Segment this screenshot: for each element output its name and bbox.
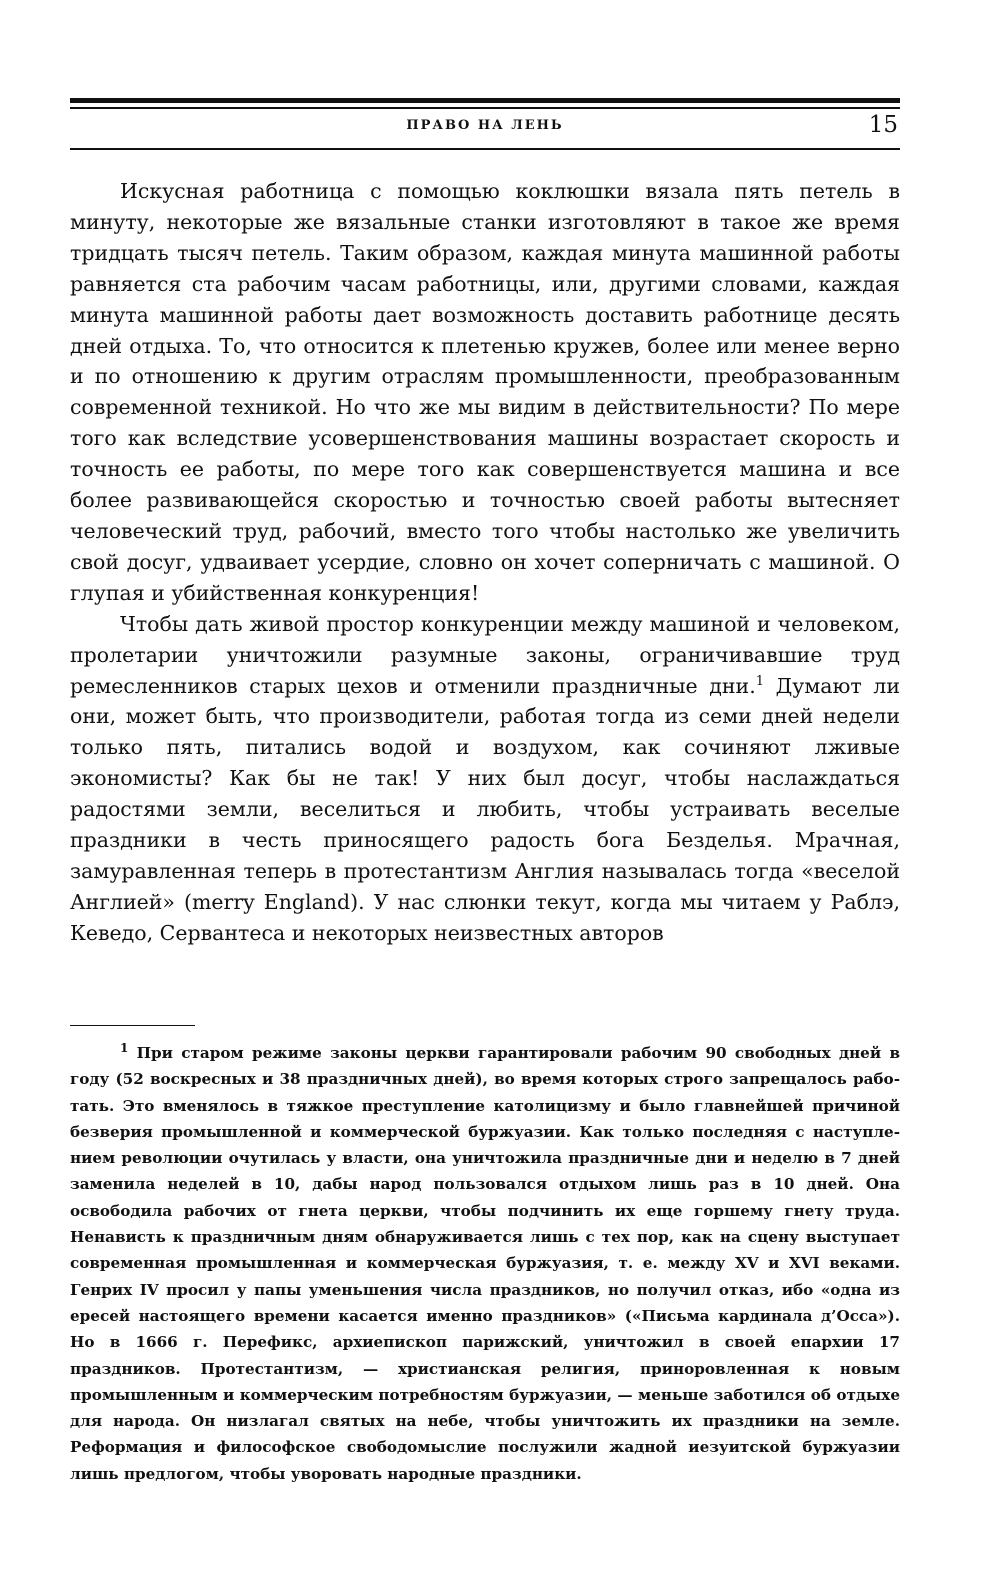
header-rule-thin <box>70 107 900 109</box>
footnote-marker: 1 <box>120 1040 129 1055</box>
header-rule-thick <box>70 98 900 103</box>
paragraph <box>70 609 900 949</box>
main-text <box>70 176 900 949</box>
page-number: 15 <box>868 112 898 138</box>
paragraph-text: Чтобы дать живой простор конкуренции между машиной и человеком, пролетарии уничтожили разумные законы, ограничивавшие труд ремесленников старых цехов и отменили праздничные дни. <box>70 611 900 698</box>
footnote <box>70 1040 900 1487</box>
footnote-separator <box>70 1025 195 1026</box>
paragraph: Искусная работница с помощью коклюшки вязала пять петель в минуту, некоторые же вязальные станки изготовляют в такое же время тридцать тысяч петель. Таким образом, каждая минута машинной работы равняется ста рабочим часам работницы, или, другими словами, каждая минута машинной работы дает возможность доставить работнице десять дней отдыха. То, что относится к плетенью кружев, более или менее верно и по отношению к другим отраслям промышленности, преобразованным современной техникой. Но что же мы видим в действительности? По мере того как вследствие усовершенствования машины возрастает скорость и точность ее работы, по мере того как совершенствуется машина и все более развивающейся скоростью и точностью своей работы вытесняет человеческий труд, рабочий, вместо того чтобы настолько же увеличить свой досуг, удваивает усердие, словно он хочет соперничать с машиной. О глупая и убийственная конкуренция! <box>70 179 900 605</box>
header-underline <box>70 148 900 150</box>
footnote-reference: 1 <box>755 673 765 689</box>
paragraph-text: Думают ли они, может быть, что производители, работая тогда из семи дней недели только пять, питались водой и воздухом, как сочиняют лживые экономисты? Как бы не так! У них был досуг, чтобы наслаждаться радостями земли, веселиться и любить, чтобы устраивать веселые праздники в честь приносящего радость бога Безделья. Мрачная, замуравленная теперь в протестантизм Англия называлась тогда «веселой Англией» (merry England). У нас слюнки текут, когда мы читаем у Раблэ, Кеведо, Сервантеса и некоторых неизвестных авторов <box>70 673 900 945</box>
running-title: ПРАВО НА ЛЕНЬ <box>406 118 564 133</box>
page-header <box>70 112 900 146</box>
footnote-paragraph <box>70 1040 900 1487</box>
footnote-text: При старом режиме законы церкви гарантировали рабочим 90 свободных дней в году (52 воскресных и 38 праздничных дней), во время которых строго запрещалось работать. Это вменялось в тяжкое преступление католицизму и было главнейшей причиной безверия промышленной и коммерческой буржуазии. Как только последняя с наступлением революции очутилась у власти, она уничтожила праздничные дни и неделю в 7 дней заменила неделей в 10, дабы народ пользовался отдыхом лишь раз в 10 дней. Она освободила рабочих от гнета церкви, чтобы подчинить их еще горшему гнету труда. Ненависть к праздничным дням обнаруживается лишь с тех пор, как на сцену выступает современная промышленная и коммерческая буржуазия, т. е. между XV и XVI веками. Генрих IV просил у папы уменьшения числа праздников, но получил отказ, ибо «одна из ересей настоящего времени касается именно праздников» («Письма кардинала д’Осса»). Но в 1666 г. Перефикс, архиепископ парижский, уничтожил в своей епархии 17 праздников. Протестантизм, — христианская религия, приноровленная к новым промышленным и коммерческим потребностям буржуазии, — меньше заботился об отдыхе для народа. Он низлагал святых на небе, чтобы уничтожить их праздники на земле. Реформация и философское свободомыслие послужили жадной иезуитской буржуазии лишь предлогом, чтобы уворовать народные праздники. <box>70 1044 900 1483</box>
